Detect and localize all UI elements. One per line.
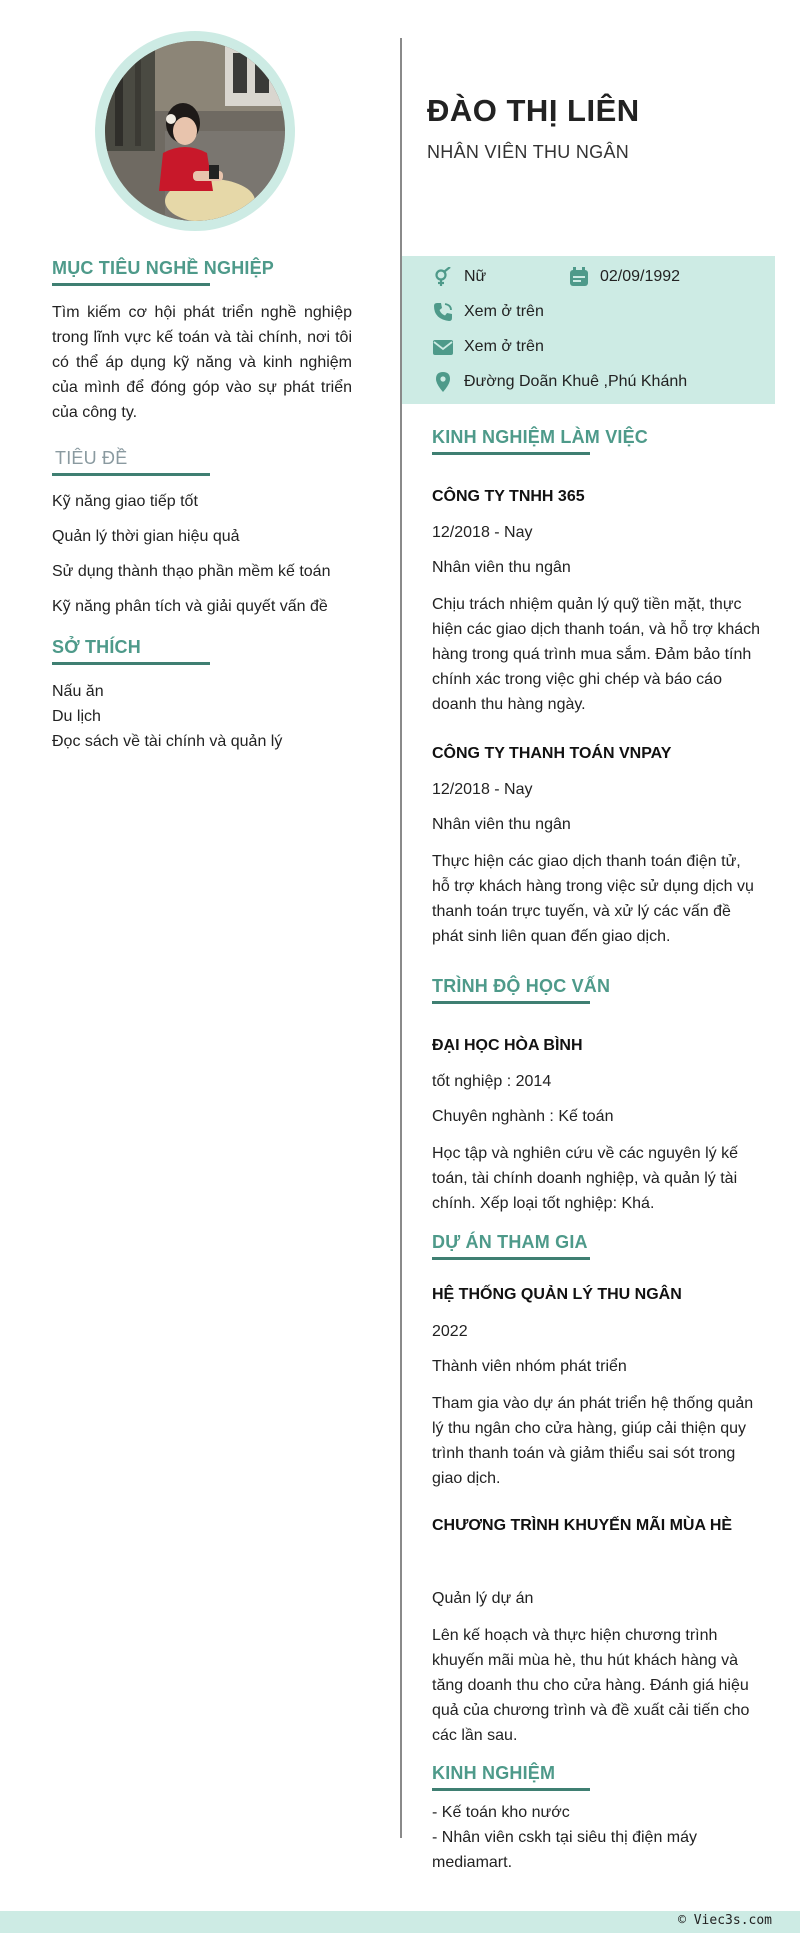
location-pin-icon <box>432 371 454 393</box>
experience-role: Nhân viên thu ngân <box>432 816 571 833</box>
phone-value: Xem ở trên <box>464 303 544 320</box>
extra-experience-line: - Nhân viên cskh tại siêu thị điện máy mediamart. <box>432 1829 698 1871</box>
experience-description: Thực hiện các giao dịch thanh toán điện tử, hỗ trợ khách hàng trong việc sử dụng dịch vụ thanh toán trực tuyến, và xử lý các vấn đề phát sinh liên quan đến giao dịch. <box>432 853 754 945</box>
skill-item: Quản lý thời gian hiệu quả <box>52 528 240 545</box>
hobbies-section <box>52 637 352 665</box>
experience-title: KINH NGHIỆM LÀM VIỆC <box>432 427 649 447</box>
projects-underline <box>432 1257 590 1260</box>
candidate-name: ĐÀO THỊ LIÊN <box>427 93 640 128</box>
skills-underline <box>52 473 210 476</box>
birthday-value: 02/09/1992 <box>600 268 681 285</box>
skill-item: Kỹ năng giao tiếp tốt <box>52 493 198 510</box>
hobby-item: Du lịch <box>52 708 101 725</box>
avatar <box>105 41 285 221</box>
education-major: Chuyên nghành : Kế toán <box>432 1108 614 1125</box>
project-year: 2022 <box>432 1323 468 1340</box>
birthday-row <box>568 266 680 288</box>
objective-text: Tìm kiếm cơ hội phát triển nghề nghiệp trong lĩnh vực kế toán và tài chính, nơi tôi có thể áp dụng kỹ năng và kinh nghiệm của mình để đóng góp vào sự phát triển của công ty. <box>52 304 352 421</box>
envelope-icon <box>432 336 454 358</box>
hobbies-list <box>52 679 352 754</box>
hobbies-underline <box>52 662 210 665</box>
education-school: ĐẠI HỌC HÒA BÌNH <box>432 1037 583 1054</box>
footer-credit: © Viec3s.com <box>678 1913 772 1928</box>
gender-row <box>432 266 486 288</box>
footer-bar <box>0 1911 800 1933</box>
project-name: HỆ THỐNG QUẢN LÝ THU NGÂN <box>432 1286 682 1303</box>
skill-item: Sử dụng thành thạo phần mềm kế toán <box>52 563 331 580</box>
address-row <box>432 371 687 393</box>
experience-period: 12/2018 - Nay <box>432 781 533 798</box>
projects-title: DỰ ÁN THAM GIA <box>432 1232 588 1252</box>
objective-section <box>52 258 352 286</box>
education-title: TRÌNH ĐỘ HỌC VẤN <box>432 976 611 996</box>
education-section <box>432 976 762 1004</box>
email-row <box>432 336 544 358</box>
project-description: Lên kế hoạch và thực hiện chương trình khuyến mãi mùa hè, thu hút khách hàng và tăng doanh thu cho cửa hàng. Đánh giá hiệu quả của chương trình và đề xuất cải tiến cho các lần sau. <box>432 1627 750 1744</box>
candidate-position: NHÂN VIÊN THU NGÂN <box>427 142 630 162</box>
contact-panel <box>402 256 775 404</box>
gender-value: Nữ <box>464 268 487 285</box>
address-value: Đường Doãn Khuê ,Phú Khánh <box>464 373 688 390</box>
experience-description: Chịu trách nhiệm quản lý quỹ tiền mặt, thực hiện các giao dịch thanh toán, và hỗ trợ khách hàng trong quá trình mua sắm. Đảm bảo tính chính xác trong việc ghi chép và báo cáo doanh thu hàng ngày. <box>432 596 761 713</box>
project-name: CHƯƠNG TRÌNH KHUYẾN MÃI MÙA HÈ <box>432 1517 733 1534</box>
experience-underline <box>432 452 590 455</box>
objective-title: MỤC TIÊU NGHỀ NGHIỆP <box>52 258 275 278</box>
projects-section <box>432 1232 762 1260</box>
extra-experience-list <box>432 1800 762 1875</box>
objective-underline <box>52 283 210 286</box>
hobby-item: Đọc sách về tài chính và quản lý <box>52 733 283 750</box>
skill-item: Kỹ năng phân tích và giải quyết vấn đề <box>52 598 328 615</box>
phone-icon <box>432 301 454 323</box>
experience-company: CÔNG TY THANH TOÁN VNPAY <box>432 745 672 762</box>
extra-experience-underline <box>432 1788 590 1791</box>
hobby-item: Nấu ăn <box>52 683 104 700</box>
email-value: Xem ở trên <box>464 338 544 355</box>
education-underline <box>432 1001 590 1004</box>
phone-row <box>432 301 544 323</box>
avatar-ring <box>95 31 295 231</box>
skills-title: TIÊU ĐỀ <box>55 448 128 468</box>
project-role: Thành viên nhóm phát triển <box>432 1358 627 1375</box>
project-description: Tham gia vào dự án phát triển hệ thống quản lý thu ngân cho cửa hàng, giúp cải thiện quy trình thanh toán và giảm thiểu sai sót trong giao dịch. <box>432 1395 754 1487</box>
calendar-icon <box>568 266 590 288</box>
gender-icon <box>432 266 454 288</box>
education-description: Học tập và nghiên cứu về các nguyên lý kế toán, tài chính doanh nghiệp, và quản lý tài chính. Xếp loại tốt nghiệp: Khá. <box>432 1145 738 1212</box>
education-graduation: tốt nghiệp : 2014 <box>432 1073 552 1090</box>
extra-experience-title: KINH NGHIỆM <box>432 1763 556 1783</box>
experience-company: CÔNG TY TNHH 365 <box>432 488 585 505</box>
extra-experience-section <box>432 1763 762 1791</box>
extra-experience-line: - Kế toán kho nước <box>432 1804 570 1821</box>
experience-role: Nhân viên thu ngân <box>432 559 571 576</box>
skills-section <box>52 448 352 476</box>
hobbies-title: SỞ THÍCH <box>52 637 141 657</box>
experience-section <box>432 427 762 455</box>
experience-period: 12/2018 - Nay <box>432 524 533 541</box>
avatar-photo <box>105 41 285 221</box>
skills-list <box>52 492 352 632</box>
project-role: Quản lý dự án <box>432 1590 534 1607</box>
